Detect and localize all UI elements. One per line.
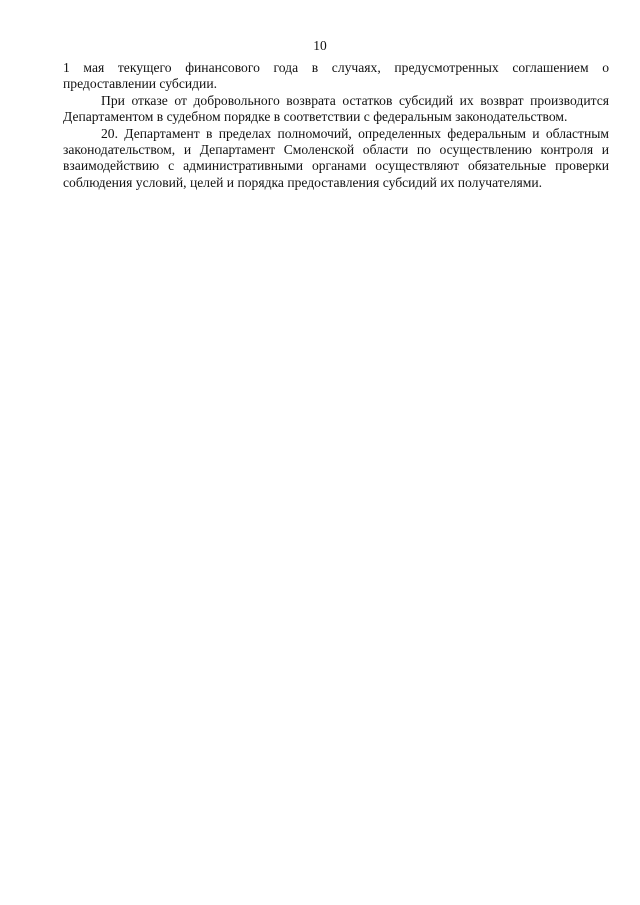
page-number: 10 <box>313 38 327 53</box>
paragraph-continuation: 1 мая текущего финансового года в случаях, предусмотренных соглашением о предоставлении субсидии. <box>63 60 609 92</box>
paragraph-item-20: 20. Департамент в пределах полномочий, определенных федеральным и областным законодательством, и Департамент Смоленской области по осуществлению контроля и взаимодействию с административными органами осуществляют обязательные проверки соблюдения условий, целей и порядка предоставления субсидий их получателями. <box>63 125 609 190</box>
paragraph-refund-refusal: При отказе от добровольного возврата остатков субсидий их возврат производится Департаментом в судебном порядке в соответствии с федеральным законодательством. <box>63 92 609 125</box>
document-body <box>63 60 609 191</box>
